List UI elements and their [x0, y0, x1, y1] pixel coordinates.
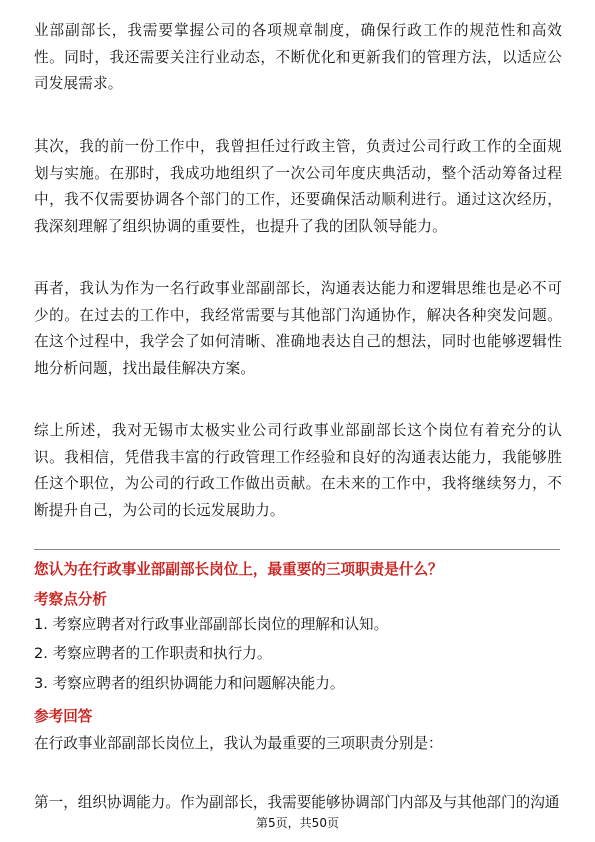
answer-point-first: 第一，组织协调能力。作为副部长，我需要能够协调部门内部及与其他部门的沟通 — [34, 794, 560, 811]
body-paragraph-4: 综上所述，我对无锡市太极实业公司行政事业部副部长这个岗位有着充分的认识。我相信，凭借我丰富的行政管理工作经验和良好的沟通表达能力，我能够胜任这个职位，为公司的行政工作做出贡献。在未来的工作中，我将继续努力，不断提升自己，为公司的长远发展助力。 — [34, 422, 562, 519]
analysis-item-2: 2. 考察应聘者的工作职责和执行力。 — [34, 645, 272, 662]
body-paragraph-2: 其次，我的前一份工作中，我曾担任过行政主管，负责过公司行政工作的全面规划与实施。在那时，我成功地组织了一次公司年度庆典活动，整个活动筹备过程中，我不仅需要协调各个部门的工作，还要确保活动顺利进行。通过这次经历，我深刻理解了组织协调的重要性，也提升了我的团队领导能力。 — [34, 138, 562, 235]
answer-intro: 在行政事业部副部长岗位上，我认为最重要的三项职责分别是： — [34, 735, 443, 752]
answer-heading: 参考回答 — [34, 708, 93, 725]
analysis-heading: 考察点分析 — [34, 591, 107, 608]
body-paragraph-3: 再者，我认为作为一名行政事业部副部长，沟通表达能力和逻辑思维也是必不可少的。在过去的工作中，我经常需要与其他部门沟通协作，解决各种突发问题。在这个过程中，我学会了如何清晰、准确地表达自己的想法，同时也能够逻辑性地分析问题，找出最佳解决方案。 — [34, 280, 562, 377]
analysis-item-3: 3. 考察应聘者的组织协调能力和问题解决能力。 — [34, 675, 345, 692]
body-paragraph-1: 业部副部长，我需要掌握公司的各项规章制度，确保行政工作的规范性和高效性。同时，我还需要关注行业动态，不断优化和更新我们的管理方法，以适应公司发展需求。 — [34, 22, 562, 93]
section-divider — [34, 549, 560, 550]
analysis-item-1: 1. 考察应聘者对行政事业部副部长岗位的理解和认知。 — [34, 616, 389, 633]
interview-question: 您认为在行政事业部副部长岗位上，最重要的三项职责是什么？ — [34, 561, 443, 578]
page-footer: 第5页，共50页 — [256, 816, 339, 830]
